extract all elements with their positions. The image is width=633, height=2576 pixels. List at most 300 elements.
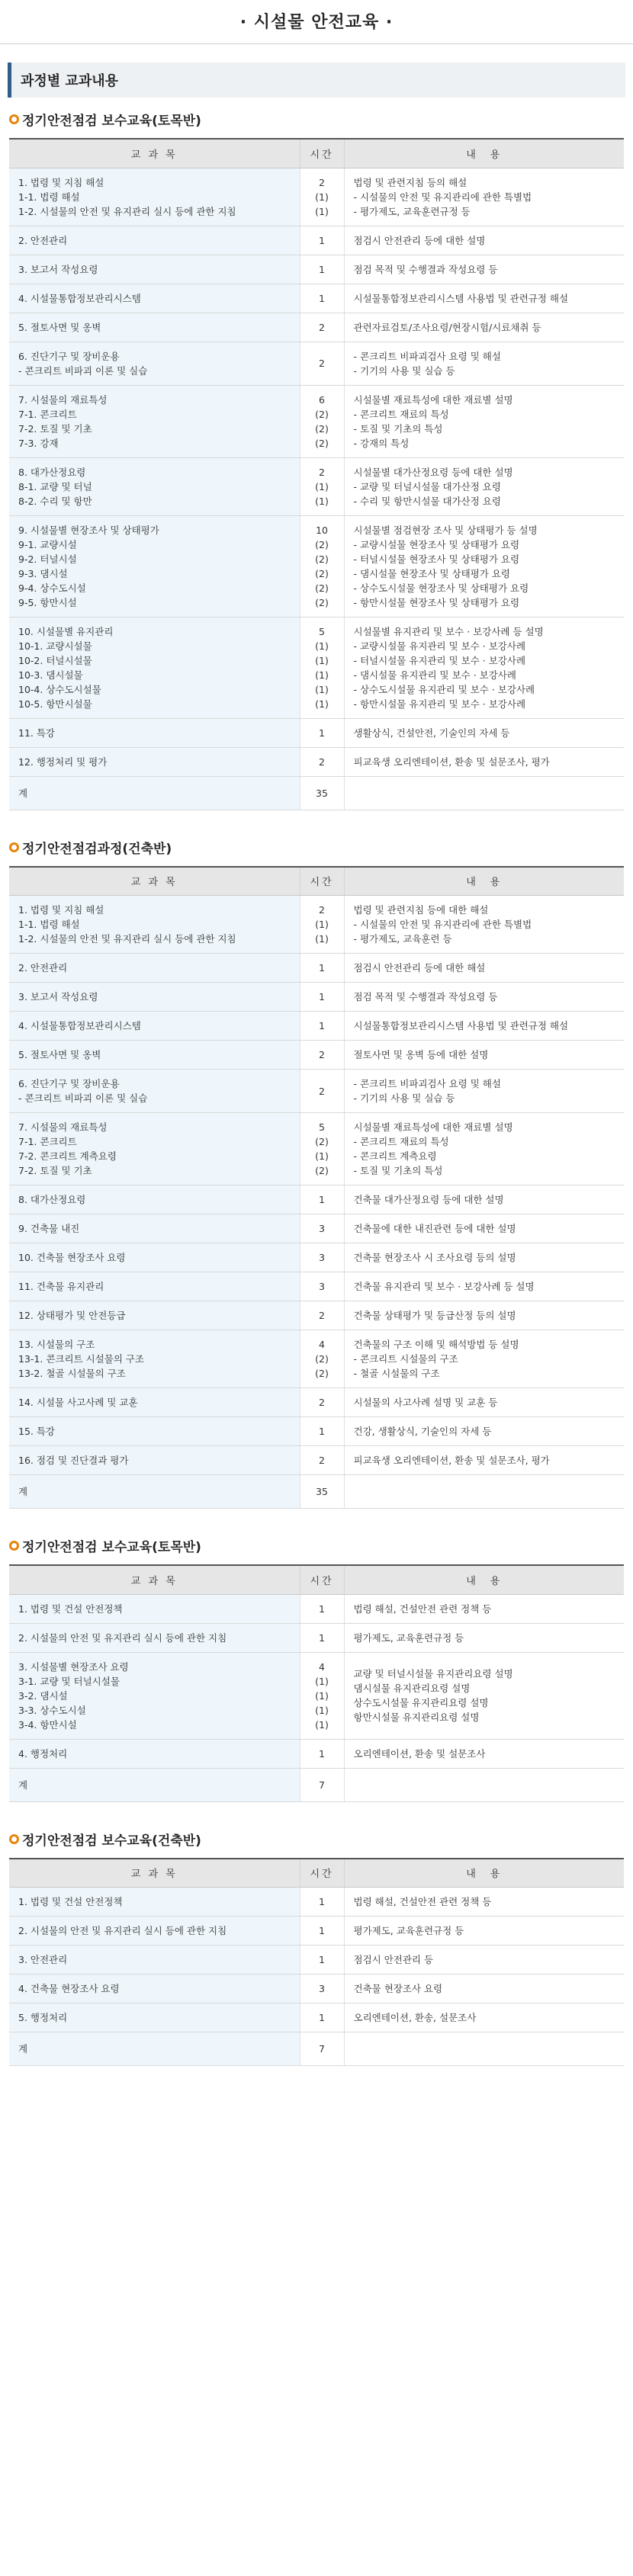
- content-line: 건축물 대가산정요령 등에 대한 설명: [353, 1194, 504, 1205]
- subject-line: 3-3. 상수도시설: [18, 1704, 86, 1716]
- table-row: [9, 1330, 624, 1388]
- content-line: 시설물별 대가산정요령 등에 대한 설명: [353, 466, 513, 478]
- curriculum-block: [9, 838, 624, 1509]
- hours-line: 2: [319, 1455, 325, 1466]
- content-cell: [344, 342, 624, 385]
- hours-line: (1): [315, 205, 329, 217]
- hours-line: 1: [319, 962, 325, 974]
- hours-cell: [300, 255, 344, 284]
- table-header-row: [9, 1859, 624, 1888]
- subject-line: 9-2. 터널시설: [18, 553, 77, 565]
- block-title: [9, 110, 624, 129]
- subject-cell: [9, 1330, 300, 1388]
- subject-cell: [9, 1012, 300, 1041]
- header-hours: 시간: [300, 867, 344, 896]
- content-line: 오리엔테이션, 환송, 설문조사: [353, 2012, 477, 2023]
- content-line: - 토질 및 기초의 특성: [353, 1165, 443, 1176]
- hours-line: 2: [319, 176, 325, 188]
- subject-cell: [9, 1475, 300, 1509]
- hours-cell: [300, 313, 344, 342]
- hours-cell: [300, 1417, 344, 1446]
- subject-line: 1. 법령 및 건설 안전정책: [18, 1896, 123, 1907]
- header-content: 내 용: [344, 139, 624, 168]
- subject-line: 4. 행정처리: [18, 1747, 68, 1760]
- subject-line: 14. 시설물 사고사례 및 교훈: [18, 1397, 138, 1408]
- curriculum-table: [9, 1564, 624, 1802]
- table-row: [9, 1946, 624, 1975]
- hours-line: 7: [319, 2043, 325, 2055]
- hours-line: 35: [316, 1486, 328, 1497]
- hours-line: (1): [315, 654, 329, 666]
- content-line: 건강, 생활상식, 기술인의 자세 등: [353, 1426, 492, 1437]
- hours-line: (1): [315, 1675, 329, 1687]
- hours-cell: [300, 1475, 344, 1509]
- subject-cell: [9, 1975, 300, 2003]
- table-row: [9, 1652, 624, 1739]
- hours-cell: [300, 1768, 344, 1801]
- subject-line: 9-1. 교량시설: [18, 538, 77, 550]
- content-line: 상수도시설물 유지관리요령 설명: [353, 1697, 489, 1708]
- block-title-text: 정기안전점검 보수교육(건축반): [22, 1833, 201, 1849]
- subject-cell: [9, 1652, 300, 1739]
- table-row: [9, 1623, 624, 1652]
- hours-line: (1): [315, 640, 329, 652]
- content-line: 시설물의 사고사례 설명 및 교훈 등: [353, 1397, 498, 1408]
- curriculum-block: [9, 110, 624, 810]
- subject-line: 11. 건축물 유지관리: [18, 1281, 104, 1292]
- content-cell: [344, 2003, 624, 2032]
- hours-cell: [300, 1594, 344, 1623]
- content-line: 법령 및 관련지침 등에 대한 해설: [353, 904, 489, 916]
- subject-cell: [9, 168, 300, 226]
- hours-line: (1): [315, 191, 329, 203]
- content-cell: [344, 1388, 624, 1417]
- content-cell: [344, 457, 624, 515]
- content-cell: [344, 896, 624, 954]
- hours-cell: [300, 1623, 344, 1652]
- subject-line: 7. 시설물의 재료특성: [18, 393, 108, 406]
- subject-line: 10. 건축물 현장조사 요령: [18, 1252, 126, 1263]
- content-cell: [344, 1214, 624, 1243]
- content-line: - 철골 시설물의 구조: [353, 1368, 440, 1379]
- subject-line: 10-4. 상수도시설물: [18, 683, 101, 695]
- content-cell: [344, 617, 624, 718]
- subject-line: 3-4. 항만시설: [18, 1718, 77, 1731]
- hours-line: 3: [319, 1281, 325, 1292]
- table-row: [9, 1185, 624, 1214]
- subject-line: 8-2. 수리 및 항만: [18, 495, 92, 507]
- subject-cell: [9, 255, 300, 284]
- subject-cell: [9, 1388, 300, 1417]
- subject-line: 4. 건축물 현장조사 요령: [18, 1983, 120, 1994]
- total-row: [9, 2032, 624, 2066]
- table-header-row: [9, 867, 624, 896]
- content-cell: [344, 1946, 624, 1975]
- hours-line: 2: [319, 466, 325, 478]
- content-line: 시설물별 점검현장 조사 및 상태평가 등 설명: [353, 524, 538, 536]
- content-line: - 콘크리트 재료의 특성: [353, 1136, 449, 1147]
- content-line: 건축물 유지관리 및 보수 · 보강사례 등 설명: [353, 1281, 535, 1292]
- hours-line: (1): [315, 1718, 329, 1731]
- total-row: [9, 1475, 624, 1509]
- subject-cell: [9, 1946, 300, 1975]
- content-line: - 교량시설물 현장조사 및 상태평가 요령: [353, 538, 520, 550]
- hours-line: 7: [319, 1779, 325, 1791]
- subject-cell: [9, 457, 300, 515]
- hours-line: 2: [319, 1085, 325, 1097]
- hours-line: 2: [319, 904, 325, 916]
- table-row: [9, 1917, 624, 1946]
- content-cell: [344, 1272, 624, 1301]
- hours-line: 3: [319, 1223, 325, 1234]
- content-line: 점검 목적 및 수행결과 작성요령 등: [353, 991, 498, 1002]
- hours-cell: [300, 515, 344, 617]
- section-header: 과정별 교과내용: [8, 63, 625, 98]
- circle-bullet-icon: [9, 1834, 19, 1844]
- hours-cell: [300, 1041, 344, 1070]
- hours-cell: [300, 226, 344, 255]
- subject-line: 10-5. 항만시설물: [18, 698, 92, 710]
- hours-line: 1: [319, 1602, 325, 1615]
- content-cell: [344, 983, 624, 1012]
- subject-line: 16. 점검 및 진단결과 평가: [18, 1455, 129, 1466]
- content-line: - 기기의 사용 및 실습 등: [353, 364, 455, 377]
- circle-bullet-icon: [9, 1541, 19, 1551]
- content-cell: [344, 168, 624, 226]
- subject-line: 7-2. 콘크리트 계측요령: [18, 1150, 117, 1162]
- subject-line: 15. 특강: [18, 1426, 56, 1437]
- table-row: [9, 1594, 624, 1623]
- subject-line: 3-2. 댐시설: [18, 1689, 68, 1702]
- subject-line: 13-1. 콘크리트 시설물의 구조: [18, 1353, 145, 1365]
- content-line: 법령 해설, 건설안전 관련 정책 등: [353, 1896, 492, 1907]
- table-row: [9, 1214, 624, 1243]
- subject-cell: [9, 1739, 300, 1768]
- block-title-text: 정기안전점검 보수교육(토목반): [22, 114, 201, 129]
- content-cell: [344, 1475, 624, 1509]
- table-header-row: [9, 139, 624, 168]
- hours-cell: [300, 1652, 344, 1739]
- content-line: 피교육생 오리엔테이션, 환송 및 설문조사, 평가: [353, 1455, 550, 1466]
- subject-line: 3. 보고서 작성요령: [18, 991, 98, 1002]
- subject-line: 7-1. 콘크리트: [18, 1136, 77, 1147]
- hours-line: (1): [315, 683, 329, 695]
- table-row: [9, 1041, 624, 1070]
- header-content: 내 용: [344, 1565, 624, 1594]
- content-line: - 기기의 사용 및 실습 등: [353, 1092, 455, 1104]
- header-content: 내 용: [344, 1859, 624, 1888]
- hours-cell: [300, 718, 344, 747]
- table-row: [9, 2003, 624, 2032]
- content-line: 점검시 안전관리 등에 대한 설명: [353, 234, 486, 246]
- hours-line: 1: [319, 1631, 325, 1644]
- content-cell: [344, 1768, 624, 1801]
- hours-cell: [300, 284, 344, 313]
- subject-cell: [9, 776, 300, 810]
- content-line: 댐시설물 유지관리요령 설명: [353, 1683, 471, 1694]
- subject-line: 10. 시설물별 유지관리: [18, 625, 114, 637]
- content-line: 법령 및 관련지침 등의 해설: [353, 176, 468, 188]
- subject-cell: [9, 1623, 300, 1652]
- content-line: 오리엔테이션, 환송 및 설문조사: [353, 1747, 486, 1760]
- subject-cell: [9, 1888, 300, 1917]
- hours-line: (1): [315, 480, 329, 492]
- circle-bullet-icon: [9, 114, 19, 124]
- subject-cell: [9, 1070, 300, 1113]
- hours-line: (2): [315, 596, 329, 608]
- hours-cell: [300, 1739, 344, 1768]
- header-hours: 시간: [300, 139, 344, 168]
- subject-cell: [9, 1185, 300, 1214]
- table-row: [9, 1446, 624, 1475]
- content-cell: [344, 1012, 624, 1041]
- table-row: [9, 718, 624, 747]
- block-title: [9, 1536, 624, 1555]
- content-line: 건축물에 대한 내진관련 등에 대한 설명: [353, 1223, 516, 1234]
- hours-cell: [300, 1070, 344, 1113]
- hours-line: 1: [319, 727, 325, 739]
- content-cell: [344, 1243, 624, 1272]
- content-line: - 상수도시설물 유지관리 및 보수 · 보강사례: [353, 683, 535, 695]
- hours-line: 5: [319, 625, 325, 637]
- table-row: [9, 1272, 624, 1301]
- subject-cell: [9, 1417, 300, 1446]
- subject-line: 3-1. 교량 및 터널시설물: [18, 1675, 120, 1687]
- subject-line: 3. 안전관리: [18, 1954, 68, 1965]
- subject-cell: [9, 1301, 300, 1330]
- curriculum-block: [9, 1830, 624, 2067]
- page-title: · 시설물 안전교육 ·: [0, 0, 633, 44]
- content-line: 관련자료검토/조사요령/현장시험/시료채취 등: [353, 321, 541, 333]
- header-subject: 교 과 목: [9, 139, 300, 168]
- content-cell: [344, 1652, 624, 1739]
- hours-cell: [300, 168, 344, 226]
- subject-line: 9-4. 상수도시설: [18, 582, 86, 594]
- table-row: [9, 168, 624, 226]
- content-line: - 시설물의 안전 및 유지관리에 관한 특별법: [353, 919, 532, 930]
- hours-line: (1): [315, 1150, 329, 1162]
- subject-line: 3. 시설물별 현장조사 요령: [18, 1660, 129, 1673]
- total-row: [9, 776, 624, 810]
- subject-cell: [9, 284, 300, 313]
- content-cell: [344, 385, 624, 457]
- subject-cell: [9, 954, 300, 983]
- subject-line: 11. 특강: [18, 727, 56, 739]
- subject-line: 계: [18, 2043, 28, 2055]
- subject-line: 9. 시설물별 현장조사 및 상태평가: [18, 524, 159, 536]
- subject-cell: [9, 1594, 300, 1623]
- hours-cell: [300, 983, 344, 1012]
- hours-line: 3: [319, 1983, 325, 1994]
- content-cell: [344, 255, 624, 284]
- content-line: 교량 및 터널시설물 유지관리요령 설명: [353, 1668, 513, 1679]
- total-row: [9, 1768, 624, 1801]
- subject-line: - 콘크리트 비파괴 이론 및 실습: [18, 364, 148, 377]
- subject-cell: [9, 617, 300, 718]
- hours-line: 1: [319, 1925, 325, 1936]
- subject-line: 3. 보고서 작성요령: [18, 263, 98, 275]
- subject-cell: [9, 313, 300, 342]
- content-line: - 콘크리트 재료의 특성: [353, 408, 449, 420]
- hours-line: (2): [315, 1368, 329, 1379]
- content-line: 시설물별 유지관리 및 보수 · 보강사례 등 설명: [353, 625, 544, 637]
- table-row: [9, 385, 624, 457]
- table-row: [9, 1388, 624, 1417]
- hours-line: 4: [319, 1660, 325, 1673]
- hours-line: 1: [319, 1020, 325, 1031]
- subject-line: 1-1. 법령 해설: [18, 191, 80, 203]
- hours-line: 3: [319, 1252, 325, 1263]
- content-line: 생활상식, 건설안전, 기술인의 자세 등: [353, 727, 510, 739]
- content-line: 평가제도, 교육훈련규정 등: [353, 1631, 464, 1644]
- content-cell: [344, 226, 624, 255]
- table-row: [9, 1070, 624, 1113]
- table-row: [9, 617, 624, 718]
- header-hours: 시간: [300, 1565, 344, 1594]
- subject-cell: [9, 226, 300, 255]
- hours-line: (2): [315, 1136, 329, 1147]
- subject-cell: [9, 983, 300, 1012]
- subject-line: 12. 상태평가 및 안전등급: [18, 1310, 126, 1321]
- circle-bullet-icon: [9, 842, 19, 852]
- hours-line: (2): [315, 1165, 329, 1176]
- hours-cell: [300, 896, 344, 954]
- block-title: [9, 1830, 624, 1849]
- hours-line: (1): [315, 495, 329, 507]
- hours-line: (2): [315, 437, 329, 449]
- subject-cell: [9, 1041, 300, 1070]
- subject-line: 5. 절토사면 및 옹벽: [18, 321, 101, 333]
- content-cell: [344, 954, 624, 983]
- curriculum-table: [9, 138, 624, 810]
- subject-cell: [9, 1243, 300, 1272]
- hours-cell: [300, 1446, 344, 1475]
- subject-line: 6. 진단기구 및 장비운용: [18, 350, 120, 362]
- table-header-row: [9, 1565, 624, 1594]
- table-row: [9, 255, 624, 284]
- table-row: [9, 1113, 624, 1185]
- hours-cell: [300, 1185, 344, 1214]
- hours-line: 35: [316, 787, 328, 799]
- subject-line: 8-1. 교량 및 터널: [18, 480, 92, 492]
- subject-line: 계: [18, 1486, 28, 1497]
- hours-cell: [300, 2032, 344, 2066]
- hours-line: 6: [319, 393, 325, 406]
- hours-line: 1: [319, 1954, 325, 1965]
- content-line: - 평가제도, 교육훈련 등: [353, 933, 452, 945]
- subject-cell: [9, 1272, 300, 1301]
- content-line: - 댐시설물 유지관리 및 보수 · 보강사례: [353, 669, 516, 681]
- hours-line: 1: [319, 234, 325, 246]
- subject-line: 13-2. 철골 시설물의 구조: [18, 1368, 126, 1379]
- subject-line: 1-1. 법령 해설: [18, 919, 80, 930]
- content-cell: [344, 1739, 624, 1768]
- hours-line: 1: [319, 292, 325, 304]
- subject-line: 7-2. 토질 및 기초: [18, 1165, 92, 1176]
- content-cell: [344, 1070, 624, 1113]
- table-row: [9, 342, 624, 385]
- hours-line: (2): [315, 1353, 329, 1365]
- subject-cell: [9, 718, 300, 747]
- table-row: [9, 226, 624, 255]
- subject-line: - 콘크리트 비파괴 이론 및 실습: [18, 1092, 148, 1104]
- content-cell: [344, 1113, 624, 1185]
- block-title-text: 정기안전점검과정(건축반): [22, 841, 172, 857]
- content-line: - 교량시설물 유지관리 및 보수 · 보강사례: [353, 640, 526, 652]
- content-line: 피교육생 오리엔테이션, 환송 및 설문조사, 평가: [353, 755, 550, 768]
- table-row: [9, 747, 624, 776]
- hours-cell: [300, 1012, 344, 1041]
- content-line: - 시설물의 안전 및 유지관리에 관한 특별법: [353, 191, 532, 203]
- content-line: - 터널시설물 유지관리 및 보수 · 보강사례: [353, 654, 526, 666]
- content-line: 점검시 안전관리 등: [353, 1954, 434, 1965]
- table-row: [9, 313, 624, 342]
- table-row: [9, 1243, 624, 1272]
- hours-line: 1: [319, 991, 325, 1002]
- subject-line: 5. 행정처리: [18, 2012, 68, 2023]
- hours-line: (2): [315, 422, 329, 435]
- subject-line: 1-2. 시설물의 안전 및 유지관리 실시 등에 관한 지침: [18, 205, 236, 217]
- table-row: [9, 1417, 624, 1446]
- content-line: - 댐시설물 현장조사 및 상태평가 요령: [353, 567, 511, 579]
- subject-cell: [9, 2003, 300, 2032]
- curriculum-table: [9, 1858, 624, 2067]
- content-line: 절토사면 및 옹벽 등에 대한 설명: [353, 1049, 489, 1060]
- content-line: - 항만시설물 유지관리 및 보수 · 보강사례: [353, 698, 526, 710]
- hours-line: 1: [319, 1747, 325, 1760]
- content-line: 점검시 안전관리 등에 대한 해설: [353, 962, 486, 974]
- hours-cell: [300, 747, 344, 776]
- subject-line: 13. 시설물의 구조: [18, 1339, 95, 1350]
- hours-cell: [300, 1388, 344, 1417]
- content-cell: [344, 1446, 624, 1475]
- subject-line: 2. 시설물의 안전 및 유지관리 실시 등에 관한 지침: [18, 1925, 227, 1936]
- hours-cell: [300, 954, 344, 983]
- subject-line: 10-3. 댐시설물: [18, 669, 83, 681]
- subject-cell: [9, 1446, 300, 1475]
- content-line: - 평가제도, 교육훈련규정 등: [353, 205, 471, 217]
- subject-line: 7-2. 토질 및 기초: [18, 422, 92, 435]
- content-line: 평가제도, 교육훈련규정 등: [353, 1925, 464, 1936]
- subject-line: 1-2. 시설물의 안전 및 유지관리 실시 등에 관한 지침: [18, 933, 236, 945]
- subject-cell: [9, 1768, 300, 1801]
- content-line: - 콘크리트 시설물의 구조: [353, 1353, 458, 1365]
- hours-line: 1: [319, 1194, 325, 1205]
- hours-line: (1): [315, 698, 329, 710]
- header-hours: 시간: [300, 1859, 344, 1888]
- table-row: [9, 1888, 624, 1917]
- content-line: - 강재의 특성: [353, 437, 410, 449]
- content-cell: [344, 1185, 624, 1214]
- hours-cell: [300, 776, 344, 810]
- curriculum-table: [9, 866, 624, 1509]
- subject-line: 7. 시설물의 재료특성: [18, 1121, 108, 1133]
- content-cell: [344, 1330, 624, 1388]
- content-cell: [344, 284, 624, 313]
- subject-cell: [9, 1214, 300, 1243]
- content-line: 시설물별 재료특성에 대한 재료별 설명: [353, 393, 513, 406]
- table-row: [9, 457, 624, 515]
- content-cell: [344, 1301, 624, 1330]
- table-row: [9, 896, 624, 954]
- subject-line: 2. 안전관리: [18, 962, 68, 974]
- table-row: [9, 1301, 624, 1330]
- content-line: - 콘크리트 비파괴검사 요령 및 해설: [353, 350, 501, 362]
- content-cell: [344, 1417, 624, 1446]
- hours-line: 2: [319, 1397, 325, 1408]
- subject-line: 9-5. 항만시설: [18, 596, 77, 608]
- subject-cell: [9, 2032, 300, 2066]
